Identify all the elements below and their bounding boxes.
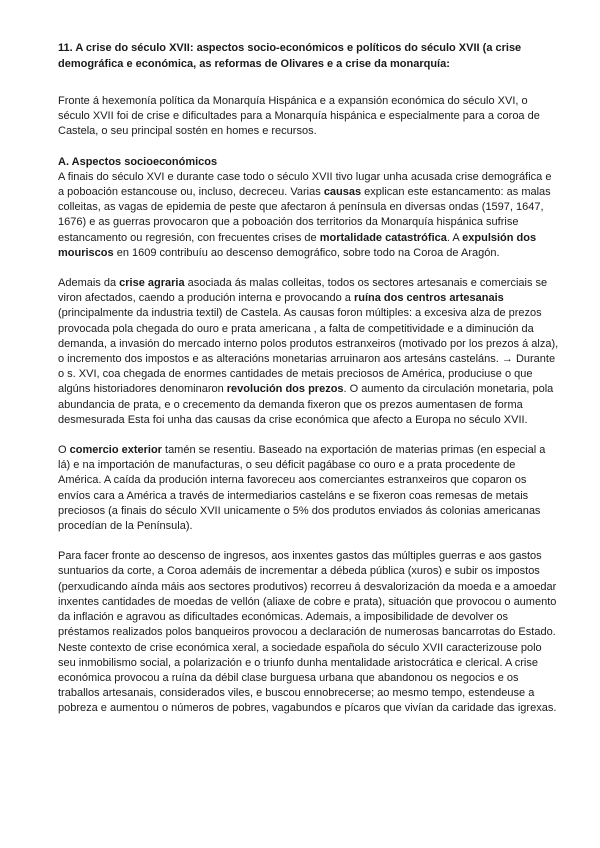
- text-run: . A: [446, 231, 463, 244]
- bold-term-crise-agraria: crise agraria: [119, 277, 185, 290]
- demography-paragraph: [58, 170, 560, 261]
- bold-term-expulsion: expulsión dos mouriscos: [58, 231, 537, 259]
- text-run: en 1609 contribuíu ao descenso demográfico, sobre todo na Coroa de Aragón.: [113, 246, 500, 259]
- foreign-trade-paragraph: [58, 443, 560, 534]
- bold-term-ruina: ruína dos centros artesanais: [353, 292, 504, 305]
- intro-paragraph: Fronte á hexemonía política da Monarquía Hispánica e a expansión económica do século XVI, o século XVII foi de crise e dificultades para a Monarquía hispánica e especialmente para a coroa de Castela, o seu principal sostén en homes e recursos.: [58, 95, 540, 138]
- bold-term-revolucion: revolución dos prezos: [226, 383, 344, 396]
- document-title: 11. A crise do século XVII: aspectos socio-económicos e políticos do século XVII (a crise demográfica e económica, as reformas de Olivares e a crise da monarquía:: [58, 42, 522, 70]
- fiscal-paragraph: Para facer fronte ao descenso de ingresos, aos inxentes gastos das múltiples guerras e aos gastos suntuarios da corte, a Coroa ademáis de incrementar a débeda pública (xuros) e subir os impostos (perxudicando aínda máis aos sectores produtivos) recorreu á desvalorización da moeda e a amoedar inxentes cantidades de moedas de vellón (aliaxe de cobre e prata), situación que provocou o aumento da inflación e agravou as dificultades económicas. Ademais, a imposibilidade de devolver os préstamos realizados polos banqueiros provocou a declaración de numerosas bancarrotas do Estado. Neste contexto de crise económica xeral, a sociedade española do século XVII caracterizouse polo seu inmobilismo social, a polarización e o triunfo dunha mentalidade aristocrática e clerical. A crise económica provocou a ruína da débil clase burguesa urbana que abandonou os negocios e os traballos artesanais, considerados viles, e buscou ennobrecerse; ao mesmo tempo, estendeuse a pobreza e aumentou o números de pobres, vagabundos e pícaros que vivían da caridade das igrexas.: [58, 550, 557, 715]
- bold-term-comercio: comercio exterior: [69, 444, 162, 457]
- section-a-heading: A. Aspectos socioeconómicos: [58, 155, 218, 168]
- text-run: . O aumento da circulación monetaria, pola abundancia de prata, e o crecemento da demanda fixeron que os prezos aumentasen de forma desmesurada Esta foi unha das causas da crise económica que afecto a Europa no século XVII.: [58, 383, 554, 426]
- bold-term-causas: causas: [323, 186, 362, 199]
- text-run: tamén se resentiu. Baseado na exportación de materias primas (en especial a lá) e na importación de manufacturas, o seu déficit pagábase co ouro e a prata procedente de América. A caída da produción interna favoreceu aos comerciantes estranxeiros que coparon os envíos cara a América a través de intermediarios casteláns e se fixeron coas remesas de metais preciosos (a finais do século XVII unicamente o 5% dos produtos enviados ás colonias americanas procedían de la Península).: [58, 444, 546, 533]
- text-run: explican este estancamento: as malas colleitas, as vagas de epidemia de peste que afectaron á península en diversas ondas (1597, 1647, 1676) e as guerras provocaron que a poboación dos territorios da Monarquía hispánica sufrise estancamento ou regresión, con frecuentes crises de: [58, 186, 551, 244]
- text-run: (principalmente da industria textil) de Castela. As causas foron múltiples: a excesiva alza de prezos provocada pola chegada do ouro e prata americana , a falta de competitividade e a diminución da demanda, a invasión do mercado interno polos produtos estranxeiros (motivado por los prezos á alza), o incremento dos impostos e as alteracións monetarias arruinaron aos artesáns casteláns. → Durante o s. XVI, coa chegada de enormes cantidades de metais preciosos de América, produciuse o que algúns historiadores denominaron: [58, 307, 559, 396]
- bold-term-mortalidade: mortalidade catastrófica: [319, 231, 447, 244]
- section-a: [58, 155, 560, 717]
- text-run: asociada ás malas colleitas, todos os sectores artesanais e comerciais se viron afectados, caendo a produción interna e provocando a: [58, 277, 548, 305]
- text-run: Ademais da: [58, 277, 120, 290]
- text-run: O: [58, 444, 70, 457]
- text-run: A finais do século XVI e durante case todo o século XVII tivo lugar unha acusada crise demográfica e a poboación estancouse ou, incluso, decreceu. Varias: [58, 170, 552, 199]
- agrarian-crisis-paragraph: [58, 276, 560, 428]
